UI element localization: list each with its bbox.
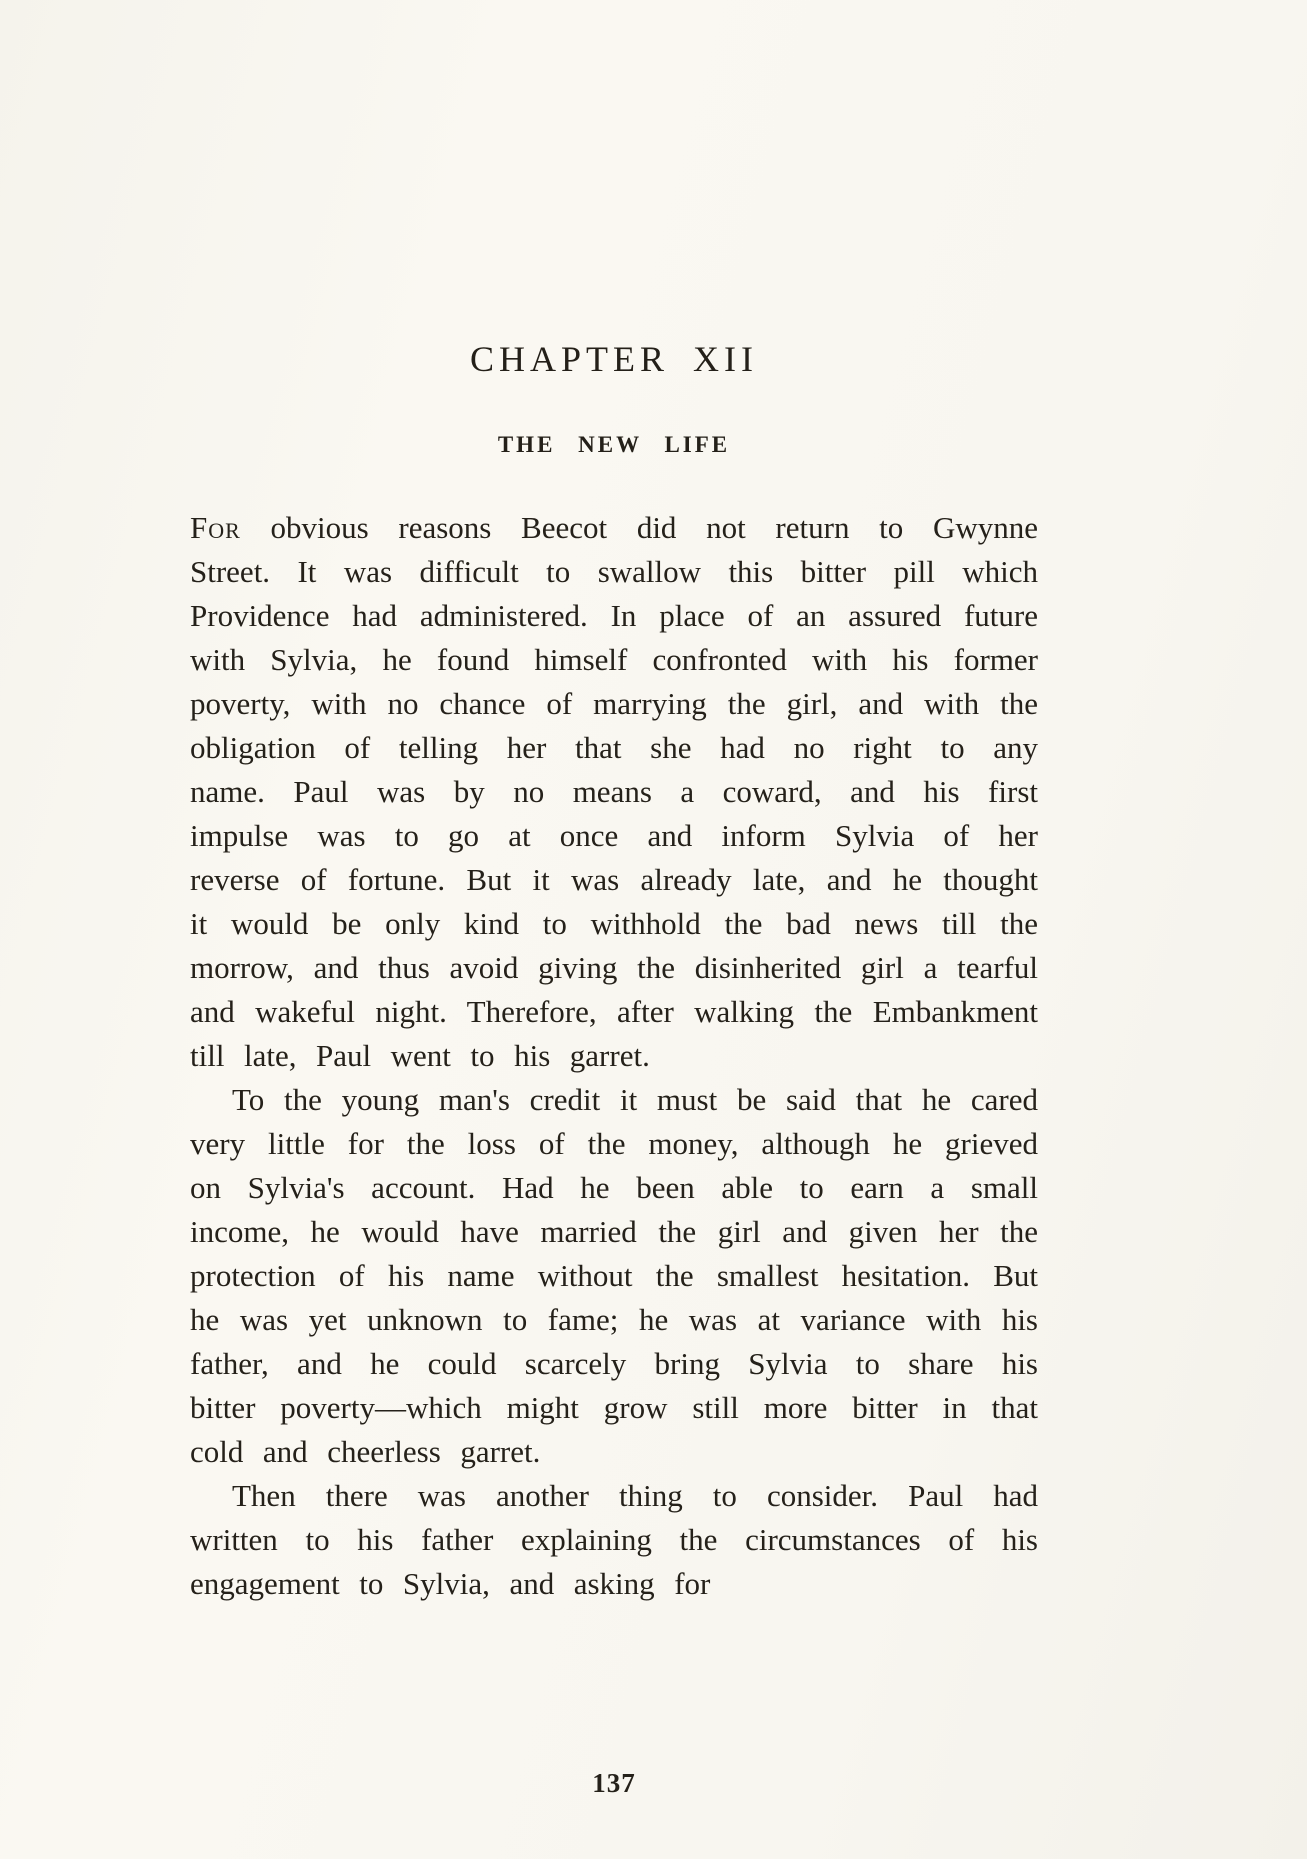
- paragraph-1: [190, 506, 1038, 1078]
- chapter-heading: CHAPTER XII: [470, 339, 758, 379]
- paragraph-1-text: obvious reasons Beecot did not return to Gwynne Street. It was difficult to swallow this bitter pill which Providence had administered. In place of an assured future with Sylvia, he found himself confronted with his former poverty, with no chance of marrying the girl, and with the obligation of telling her that she had no right to any name. Paul was by no means a coward, and his first impulse was to go at once and inform Sylvia of her reverse of fortune. But it was already late, and he thought it would be only kind to withhold the bad news till the morrow, and thus avoid giving the disinherited girl a tearful and wakeful night. Therefore, after walking the Embankment till late, Paul went to his garret.: [190, 510, 1038, 1073]
- text-column: [190, 338, 1038, 1606]
- body-text: [190, 506, 1038, 1606]
- paragraph-2: To the young man's credit it must be said that he cared very little for the loss of the money, although he grieved on Sylvia's account. Had he been able to earn a small income, he would have married the girl and given her the protection of his name without the smallest hesitation. But he was yet unknown to fame; he was at variance with his father, and he could scarcely bring Sylvia to share his bitter poverty—which might grow still more bitter in that cold and cheerless garret.: [190, 1082, 1038, 1469]
- section-title: THE NEW LIFE: [497, 432, 731, 457]
- paragraph-1-lead-word: For: [190, 510, 241, 545]
- page-number: 137: [592, 1768, 636, 1798]
- paragraph-3: Then there was another thing to consider. Paul had written to his father explaining the circumstances of his engagement to Sylvia, and asking for: [190, 1478, 1038, 1601]
